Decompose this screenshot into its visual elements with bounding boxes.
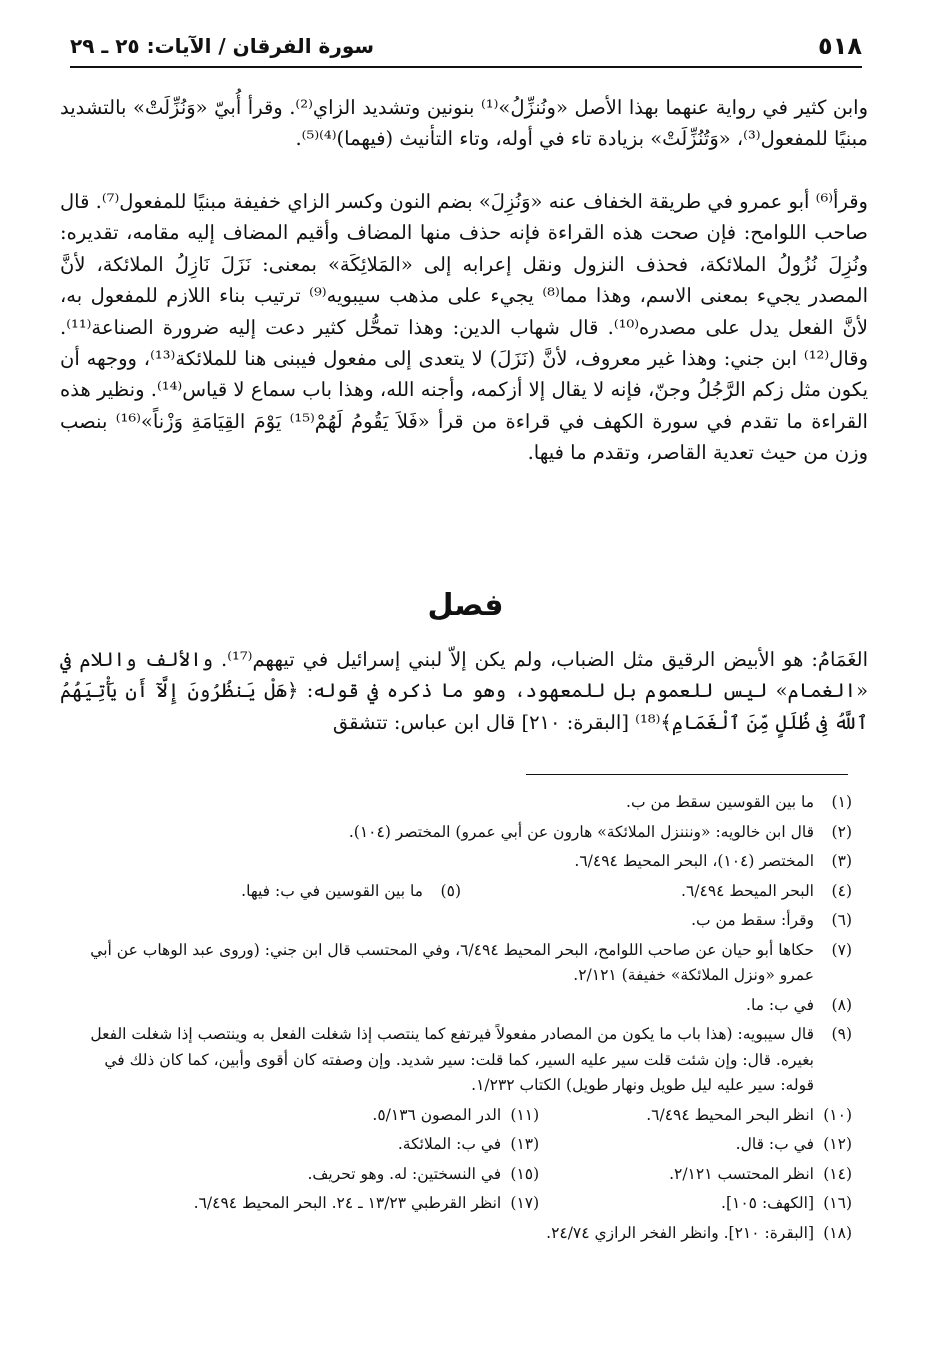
footnote: [539, 1162, 852, 1188]
footnote-text: انظر البحر المحيط ٦/٤٩٤.: [646, 1105, 814, 1124]
footnote: [461, 879, 852, 905]
footnote: [539, 1103, 852, 1129]
body-paragraph-1: [60, 92, 868, 155]
footnote-row: [70, 879, 852, 905]
footnote-number: (١٨): [823, 1223, 852, 1242]
footnote-text: المختصر (١٠٤)، البحر المحيط ٦/٤٩٤.: [574, 852, 814, 870]
footnote-row: [70, 1103, 852, 1129]
footnote-number: (١٧): [510, 1194, 540, 1212]
footnote: [70, 1162, 539, 1188]
running-title: سورة الفرقان / الآيات: ٢٥ ـ ٢٩: [70, 34, 375, 58]
paragraph-text: وقرأ⁽⁶⁾ أبو عمرو في طريقة الخفاف عنه «وَنُزِلَ» بضم النون وكسر الزاي خفيفة مبنيًا للمفعول⁽⁷⁾. قال صاحب اللوامح: فإن صحت هذه القراءة فإنه حذف منها المضاف وأقيم المضاف إليه مقامه، تقديره: ونُزِلَ نُزُولُ الملائكة، فحذف النزول ونقل إعرابه إلى «المَلائِكَة» بمعنى: نَزَلَ نَازِلُ الملائكة، لأنَّ المصدر يجيء بمعنى الاسم، وهذا مما⁽⁸⁾ يجيء على مذهب سيبويه⁽⁹⁾ ترتيب بناء اللازم للمفعول به، لأنَّ الفعل يدل على مصدره⁽¹⁰⁾. قال شهاب الدين: وهذا تمحُّل كثير دعت إليه ضرورة الصناعة⁽¹¹⁾. وقال⁽¹²⁾ ابن جني: وهذا غير معروف، لأنَّ (نَزَلَ) لا يتعدى إلى مفعول فيبنى هنا للملائكة⁽¹³⁾، ووجهه أن يكون مثل زكم الرَّجُلُ وجنّ، فإنه لا يقال إلا أزكمه، وأجنه الله، وهذا باب سماع لا قياس⁽¹⁴⁾. ونظير هذه القراءة ما تقدم في سورة الكهف في قراءة من قرأ «فَلاَ يَقُومُ لَهُمْ⁽¹⁵⁾ يَوْمَ القِيَامَةِ وَزْناً»⁽¹⁶⁾ بنصب وزن من حيث تعدية القاصر، وتقدم ما فيها.: [60, 190, 869, 465]
footnote-text: قال سيبويه: (هذا باب ما يكون من المصادر مفعولاً فيرتفع كما ينتصب إذا شغلت الفعل به وينتصب إذا شغلت الفعل بغيره. قال: وإن شئت قلت سير عليه السير، كما قلت: سير شديد. وإن وصفته كان أقوى وأبين، كما كان ذلك في قوله: سير عليه ليل طويل ونهار طويل) الكتاب ١/٢٣٢.: [90, 1025, 814, 1094]
footnote: [539, 1132, 852, 1158]
footnote: [70, 1022, 852, 1099]
footnote-text: الدر المصون ٥/١٣٦.: [372, 1105, 502, 1124]
footnote-text: انظر القرطبي ١٣/٢٣ ـ ٢٤. البحر المحيط ٦/٤٩٤.: [193, 1194, 502, 1212]
footnote: [70, 1132, 539, 1158]
footnote-number: (١٠): [823, 1105, 852, 1124]
footnote-text: [البقرة: ٢١٠]. وانظر الفخر الرازي ٢٤/٧٤.: [546, 1223, 814, 1242]
footnote-text: انظر المحتسب ٢/١٢١.: [669, 1164, 814, 1183]
footnote-number: (١٣): [510, 1135, 540, 1153]
footnote: [70, 908, 852, 934]
footnote-row: [70, 1132, 852, 1158]
footnotes: [70, 790, 852, 1250]
footnote: [70, 1103, 539, 1129]
footnote-number: (١٥): [510, 1164, 540, 1183]
section-heading: فصل: [427, 588, 504, 623]
footnote-number: (٢): [831, 822, 852, 841]
footnote-text: وقرأ: سقط من ب.: [691, 911, 814, 929]
footnote-separator: [526, 774, 848, 775]
footnote-text: في ب: الملائكة.: [397, 1135, 502, 1153]
paragraph-text: وابن كثير في رواية عنهما بهذا الأصل «ونُنزِّلُ»⁽¹⁾ بنونين وتشديد الزاي⁽²⁾. وقرأ أُبيّ «وَنُزِّلَتْ» بالتشديد مبنيًا للمفعول⁽³⁾، «وَتُنُزِّلَتْ» بزيادة تاء في أوله، وتاء التأنيث (فيهما)⁽⁴⁾⁽⁵⁾.: [60, 96, 868, 151]
footnote: [70, 849, 852, 875]
header-rule: [70, 66, 862, 68]
page-number: ٥١٨: [818, 32, 862, 60]
footnote: [539, 1191, 852, 1217]
footnote: [70, 1221, 852, 1247]
footnote-text: في النسختين: له. وهو تحريف.: [307, 1164, 502, 1183]
footnote-number: (٨): [831, 995, 852, 1014]
paragraph-text: الغَمَامُ: هو الأبيض الرقيق مثل الضباب، ولم يكن إلاّ لبني إسرائيل في تيههم⁽¹⁷⁾. والألف واللام في «الغمام» ليس للعموم بل للمعهود، وهو ما ذكره في قوله: ﴿هَلْ يَنظُرُونَ إِلَّآ أَن يَأْتِيَهُمُ ٱللَّهُ فِى ظُلَلٍ مِّنَ ٱلْغَمَامِ﴾⁽¹⁸⁾ [البقرة: ٢١٠] قال ابن عباس: تتشقق: [60, 648, 868, 734]
footnote-number: (٥): [440, 881, 461, 900]
footnote-row: [70, 1162, 852, 1188]
footnote-number: (٩): [831, 1025, 852, 1043]
footnote-number: (٦): [831, 911, 852, 929]
footnote-text: ما بين القوسين سقط من ب.: [626, 793, 814, 811]
footnote: [70, 1191, 539, 1217]
footnote: [70, 820, 852, 846]
footnote-text: [الكهف: ١٠٥].: [721, 1194, 814, 1212]
footnote-text: البحر الميحط ٦/٤٩٤.: [681, 881, 814, 900]
footnote-row: [70, 1191, 852, 1217]
footnote: [70, 879, 461, 905]
footnote-number: (١١): [510, 1105, 540, 1124]
footnote-text: قال ابن خالويه: «ونننزل الملائكة» هارون عن أبي عمرو) المختصر (١٠٤).: [348, 822, 814, 841]
footnote-number: (٧): [831, 940, 852, 959]
footnote-text: في ب: قال.: [735, 1135, 814, 1153]
footnote: [70, 790, 852, 816]
footnote: [70, 993, 852, 1019]
body-paragraph-3: [60, 644, 868, 738]
footnote-text: في ب: ما.: [746, 995, 814, 1014]
footnote-text: حكاها أبو حيان عن صاحب اللوامح، البحر المحيط ٦/٤٩٤، وفي المحتسب قال ابن جني: (وروى عبد الوهاب عن أبي عمرو «ونزل الملائكة» خفيفة) ٢/١٢١.: [90, 940, 814, 984]
footnote-number: (١٦): [823, 1194, 852, 1212]
footnote-number: (١٢): [823, 1135, 852, 1153]
footnote-number: (٣): [831, 852, 852, 870]
footnote-number: (١٤): [823, 1164, 852, 1183]
footnote-number: (١): [831, 793, 852, 811]
footnote-number: (٤): [831, 881, 852, 900]
body-paragraph-2: [60, 186, 868, 469]
footnote: [70, 938, 852, 989]
page-header: [70, 28, 862, 68]
footnote-text: ما بين القوسين في ب: فيها.: [241, 881, 423, 900]
